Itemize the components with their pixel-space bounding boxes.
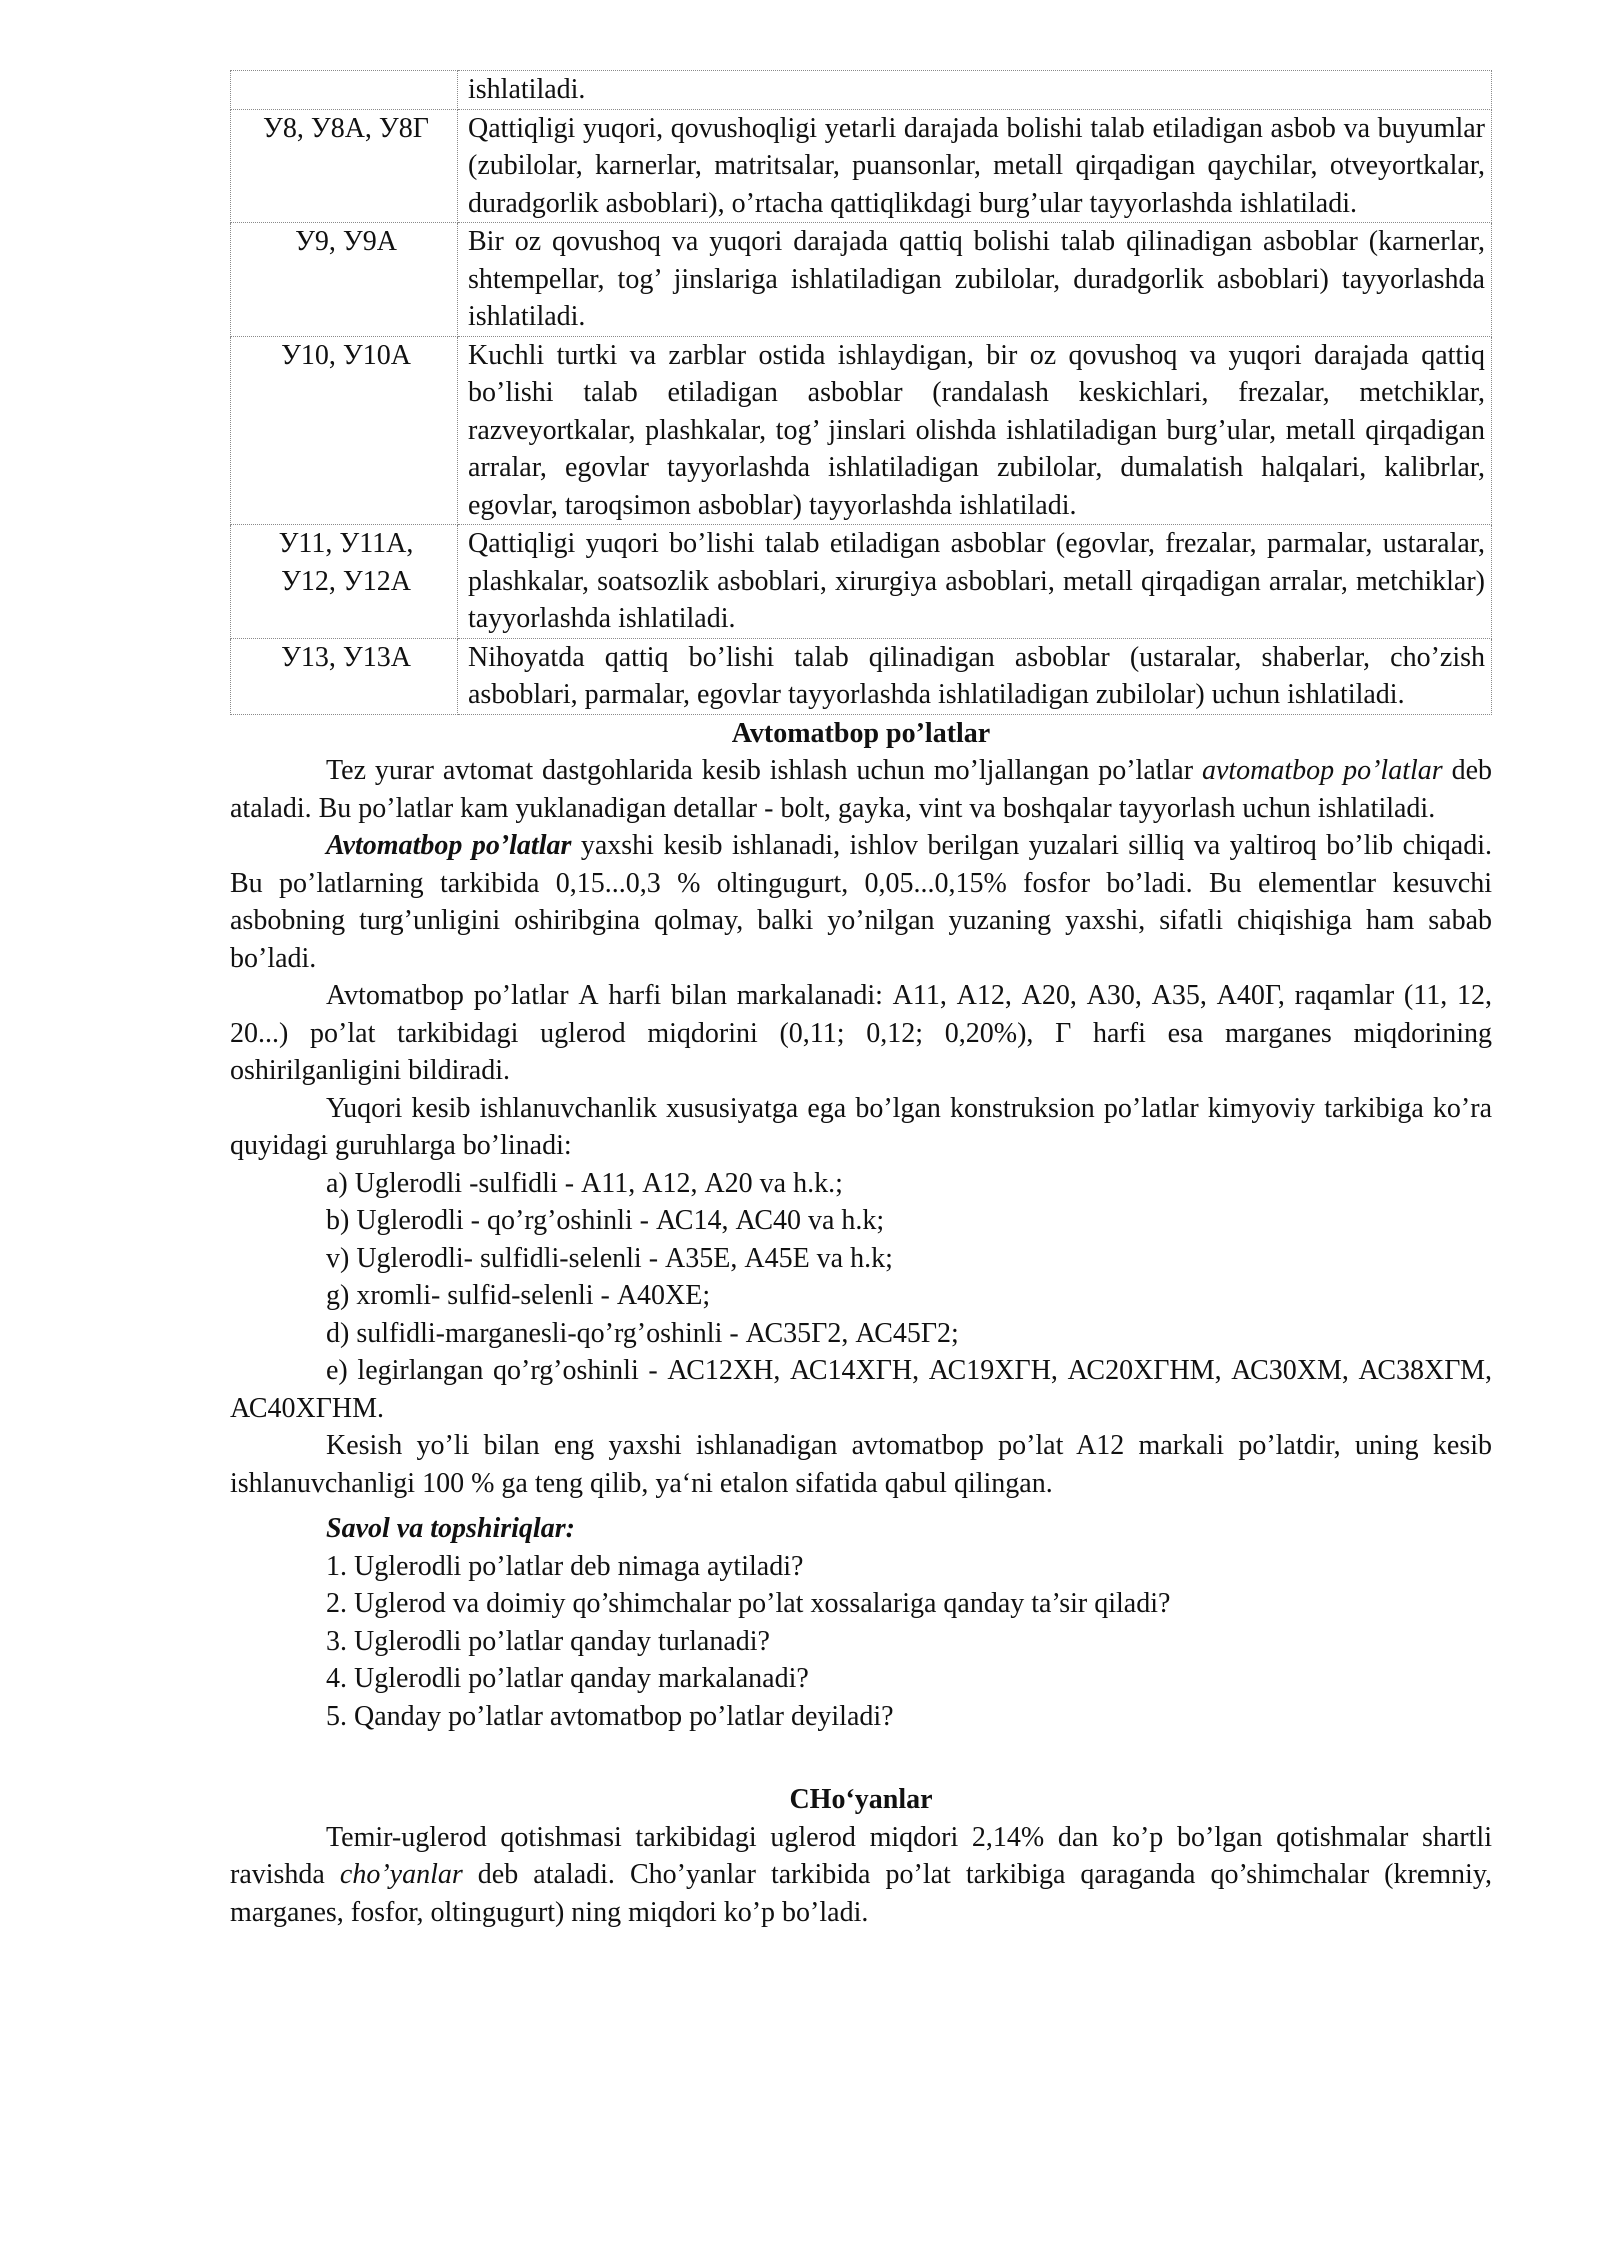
table-row (231, 638, 1492, 714)
text-run: Tez yurar avtomat dastgohlarida kesib ishlash uchun mo’ljallangan po’latlar (326, 755, 1202, 786)
table-cell-mark: У8, У8А, У8Г (231, 109, 458, 223)
table-cell-mark: У9, У9А (231, 223, 458, 337)
table-cell-desc: Nihoyatda qattiq bo’lishi talab qilinadigan asboblar (ustaralar, shaberlar, cho’zish asboblari, parmalar, egovlar tayyorlashda ishlatiladigan zubilolar) uchun ishlatiladi. (458, 638, 1492, 714)
question-item: 2. Uglerod va doimiy qo’shimchalar po’lat xossalariga qanday ta’sir qiladi? (326, 1588, 1171, 1619)
text-run: deb ataladi. Bu po’latlar kam yuklanadigan detallar - bolt, gayka, vint va boshqalar tayyorlash uchun ishlatiladi. (230, 755, 1492, 824)
table-cell-desc: Bir oz qovushoq va yuqori darajada qattiq bolishi talab qilinadigan asboblar (karnerlar, shtempellar, tog’ jinslariga ishlatiladigan zubilolar, duradgorlik asboblari) tayyorlashda ishlatiladi. (458, 223, 1492, 337)
document-page (230, 70, 1492, 1931)
question-item: 3. Uglerodli po’latlar qanday turlanadi? (326, 1625, 770, 1657)
table-cell-mark (231, 525, 458, 639)
list-item: d) sulfidli-marganesli-qo’rg’oshinli - АС35Г2, АС45Г2; (326, 1317, 959, 1349)
list-item: g) xromli- sulfid-selenli - А40ХЕ; (326, 1280, 711, 1311)
question-item: 1. Uglerodli po’latlar deb nimaga aytiladi? (326, 1550, 804, 1582)
steel-grades-table (230, 70, 1492, 715)
paragraph: Avtomatbop po’latlar А harfi bilan markalanadi: А11, А12, А20, А30, А35, А40Г, raqamlar (11, 12, 20...) po’lat tarkibidagi uglerod miqdorini (0,11; 0,12; 0,20%), Г harfi esa marganes miqdorining oshirilganligini bildiradi. (230, 980, 1492, 1086)
table-cell-mark (231, 71, 458, 110)
paragraph (230, 827, 1492, 977)
table-cell-desc: Qattiqligi yuqori bo’lishi talab etiladigan asboblar (egovlar, frezalar, parmalar, ustaralar, plashkalar, soatsozlik asboblari, xirurgiya asboblari, metall qirqadigan arralar, metchiklar) tayyorlashda ishlatiladi. (458, 525, 1492, 639)
list-item: a) Uglerodli -sulfidli - А11, А12, А20 va h.k.; (326, 1167, 843, 1199)
list-item: v) Uglerodli- sulfidli-selenli - А35Е, А45Е va h.k; (326, 1242, 893, 1274)
italic-term: cho’yanlar (339, 1859, 463, 1890)
paragraph (230, 1819, 1492, 1932)
paragraph: Kesish yo’li bilan eng yaxshi ishlanadigan avtomatbop po’lat A12 markali po’latdir, uning kesib ishlanuvchanligi 100 % ga teng qilib, ya‘ni etalon sifatida qabul qilingan. (230, 1430, 1492, 1499)
mark-line: У11, У11А, (278, 528, 414, 559)
section-heading: Avtomatbop po’latlar (731, 717, 991, 749)
table-cell-mark: У10, У10А (231, 336, 458, 525)
table-cell-desc: ishlatiladi. (458, 71, 1492, 110)
table-row (231, 109, 1492, 223)
table-row (231, 223, 1492, 337)
paragraph (230, 752, 1492, 827)
text-run: yaxshi kesib ishlanadi, ishlov berilgan yuzalari silliq va yaltiroq bo’lib chiqadi. Bu po’latlarning tarkibida 0,15...0,3 % oltingugurt, 0,05...0,15% fosfor bo’ladi. Bu elementlar kesuvchi asbobning turg’unligini oshiribgina qolmay, balki yo’nilgan yuzaning yaxshi, sifatli chiqishiga ham sabab bo’ladi. (230, 830, 1493, 974)
questions-heading: Savol va topshiriqlar: (326, 1513, 575, 1544)
section-heading: CHo‘yanlar (789, 1784, 933, 1815)
question-item: 5. Qanday po’latlar avtomatbop po’latlar deyiladi? (326, 1700, 894, 1732)
question-item: 4. Uglerodli po’latlar qanday markalanadi? (326, 1663, 809, 1694)
table-cell-desc: Kuchli turtki va zarblar ostida ishlaydigan, bir oz qovushoq va yuqori darajada qattiq bo’lishi talab etiladigan asboblar (randalash keskichlari, frezalar, metchiklar, razveyortkalar, plashkalar, tog’ jinslari olishda ishlatiladigan burg’ular, metall qirqadigan arralar, egovlar tayyorlashda ishlatiladigan zubilolar, dumalatish halqalari, kalibrlar, egovlar, taroqsimon asboblar) tayyorlashda ishlatiladi. (458, 336, 1492, 525)
bold-italic-term: Avtomatbop po’latlar (326, 830, 572, 861)
mark-line: У12, У12А (281, 565, 411, 597)
table-row (231, 525, 1492, 639)
table-cell-desc: Qattiqligi yuqori, qovushoqligi yetarli darajada bolishi talab etiladigan asbob va buyumlar (zubilolar, karnerlar, matritsalar, puansonlar, metall qirqadigan qaychilar, otveyortkalar, duradgorlik asboblari), o’rtacha qattiqlikdagi burg’ular tayyorlashda ishlatiladi. (458, 109, 1492, 223)
list-item: e) legirlangan qo’rg’oshinli - АС12ХН, АС14ХГН, АС19ХГН, АС20ХГНМ, АС30ХМ, АС38ХГМ, АС40ХГНМ. (230, 1355, 1492, 1424)
list-item: b) Uglerodli - qo’rg’oshinli - АС14, АС40 va h.k; (326, 1205, 885, 1236)
table-row (231, 71, 1492, 110)
table-row (231, 336, 1492, 525)
paragraph: Yuqori kesib ishlanuvchanlik xususiyatga ega bo’lgan konstruksion po’latlar kimyoviy tarkibiga ko’ra quyidagi guruhlarga bo’linadi: (230, 1092, 1492, 1161)
italic-term: avtomatbop po’latlar (1201, 755, 1443, 786)
text-run: deb ataladi. Cho’yanlar tarkibida po’lat tarkibiga qaraganda qo’shimchalar (kremniy, marganes, fosfor, oltingugurt) ning miqdori ko’p bo’ladi. (230, 1859, 1492, 1928)
text-run: Temir-uglerod qotishmasi tarkibidagi uglerod miqdori 2,14% dan ko’p bo’lgan qotishmalar shartli ravishda (230, 1821, 1492, 1890)
table-cell-mark: У13, У13А (231, 638, 458, 714)
